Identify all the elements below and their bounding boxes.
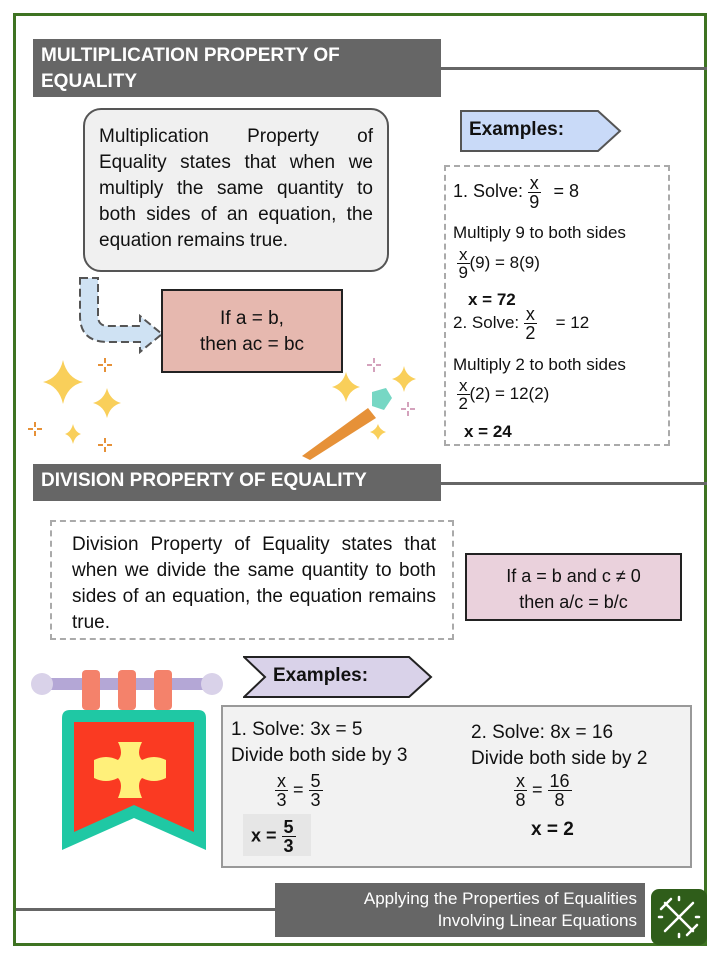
section1-title-line1: MULTIPLICATION PROPERTY OF — [41, 45, 340, 66]
division-definition — [50, 520, 454, 640]
section1-rule-line — [441, 67, 707, 70]
ex2-answer: x = 24 — [464, 422, 512, 441]
section2-title: DIVISION PROPERTY OF EQUALITY — [41, 470, 367, 491]
div-ex2-step: Divide both side by 2 — [471, 748, 648, 769]
div-ex1-step: Divide both side by 3 — [231, 745, 408, 766]
multiplication-rule-line2: then ac = bc — [199, 334, 305, 355]
ex2-solve: 2. Solve: $\frac{x}{2}$ = 12 — [453, 304, 590, 343]
division-rule-line2: then a/c = b/c — [519, 592, 628, 612]
multiplication-definition — [83, 108, 389, 272]
div-ex2-answer: x = 2 — [531, 819, 574, 840]
footer-rule-line — [16, 908, 276, 911]
footer-title — [275, 883, 645, 937]
section2-rule-line — [441, 482, 707, 485]
examples-label-2: Examples: — [273, 665, 369, 686]
ex1-solve: 1. Solve: $\frac{x}{9}$ = 8 — [453, 173, 580, 212]
pencil-ruler-icon — [651, 889, 707, 945]
banner-icon — [30, 660, 225, 865]
sparkles-icon — [25, 350, 145, 460]
multiplication-definition-text: Multiplication Property of Equality states that when we multiply the same quantity to both sides of an equation, the equation remains true. — [99, 126, 373, 251]
footer-line2: Involving Linear Equations — [437, 911, 637, 930]
div-ex1-equation: $\frac{x}{3}$ = $\frac{5}{3}$ — [276, 771, 321, 810]
magic-wand-icon — [296, 352, 420, 460]
division-rule-line1: If a = b and c ≠ 0 — [506, 566, 641, 586]
div-ex1-answer: x = $\frac{5}{3}$ — [243, 814, 311, 856]
div-ex2-equation: $\frac{x}{8}$ = $\frac{16}{8}$ — [515, 771, 570, 810]
division-definition-text: Division Property of Equality states that when we divide the same quantity to both sides of an equation, the equation remains true. — [72, 534, 436, 633]
multiplication-rule-line1: If a = b, — [220, 308, 284, 329]
section1-header — [33, 39, 441, 97]
logo-badge — [651, 889, 707, 945]
footer-line1: Applying the Properties of Equalities — [363, 889, 637, 908]
division-rule-box — [465, 553, 682, 621]
section1-title-line2: EQUALITY — [41, 71, 138, 92]
section2-header — [33, 464, 441, 501]
div-ex2-solve: 2. Solve: 8x = 16 — [471, 722, 614, 743]
div-ex1-solve: 1. Solve: 3x = 5 — [231, 719, 363, 740]
bent-arrow-icon — [76, 276, 166, 356]
examples-label-1: Examples: — [469, 119, 565, 140]
ex2-step: Multiply 2 to both sides — [453, 355, 626, 374]
ex2-step-equation: $\frac{x}{2}$ (2) = 12(2) — [458, 376, 550, 413]
ex1-step: Multiply 9 to both sides — [453, 223, 626, 242]
ex1-answer: x = 72 — [468, 290, 516, 309]
ex1-step-equation: $\frac{x}{9}$ (9) = 8(9) — [458, 245, 540, 282]
